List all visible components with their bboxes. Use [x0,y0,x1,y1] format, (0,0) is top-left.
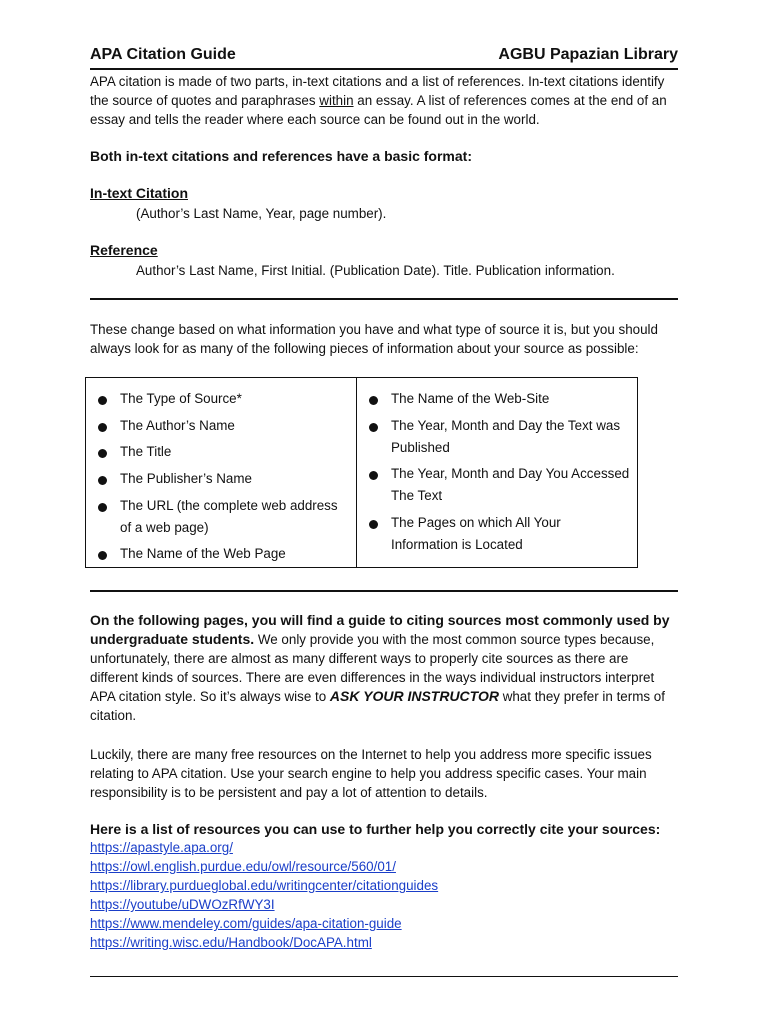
bullet-icon [369,471,378,480]
info-table [85,377,638,568]
intro-within: within [319,93,354,108]
list-item [98,441,350,463]
intext-citation-format: (Author’s Last Name, Year, page number). [136,206,387,221]
resource-link-youtube[interactable]: https://youtube/uDWOzRfWY3I [90,897,275,912]
info-column-right [357,378,637,567]
bullet-icon [98,551,107,560]
following-bold-lead: On the following pages, you will find a guide to citing sources most commonly used by undergraduate students. [90,612,670,647]
resources-heading: Here is a list of resources you can use to further help you correctly cite your sources: [90,821,661,837]
intro-text-1: APA citation is made of two parts, in-text citations and a list of references. In-text citations identify the source of quotes and paraphrases [90,74,665,108]
bullet-icon [369,520,378,529]
list-item-text: The Publisher’s Name [120,471,252,487]
list-item [98,415,350,437]
bullet-icon [98,423,107,432]
list-item-text: The Year, Month and Day You Accessed The Text [391,466,630,504]
resources-list [90,838,678,952]
intro-text-2: an essay. A list of references comes at the end of an essay and tells the reader where each source can be found out in the world. [90,93,667,127]
list-item [98,543,350,565]
intext-citation-label: In-text Citation [90,185,188,201]
ask-instructor-emphasis: ASK YOUR INSTRUCTOR [329,688,499,704]
list-item-text: The Title [120,444,172,460]
change-paragraph: These change based on what information you have and what type of source it is, but you should always look for as many of the following pieces of information about your source as possible: [90,322,658,356]
divider [90,298,678,300]
document-page [90,44,678,129]
list-item-text: The Name of the Web Page [120,546,286,562]
footer-divider [90,976,678,977]
resource-link-apastyle[interactable]: https://apastyle.apa.org/ [90,840,233,855]
list-item [369,512,631,556]
following-body-2: what they prefer in terms of citation. [90,689,665,723]
reference-format: Author’s Last Name, First Initial. (Publication Date). Title. Publication information. [136,263,615,278]
list-item [98,468,350,490]
list-item [98,495,350,539]
list-item-text: The Name of the Web-Site [391,391,550,406]
list-item-text: The URL (the complete web address of a web page) [120,497,338,535]
resource-link-purdue-global[interactable]: https://library.purdueglobal.edu/writingcenter/citationguides [90,878,439,893]
list-item-text: The Pages on which All Your Information is Located [391,515,561,553]
bullet-icon [98,476,107,485]
bullet-icon [98,396,107,405]
basic-format-heading: Both in-text citations and references have a basic format: [90,148,472,164]
reference-label: Reference [90,242,158,258]
list-item [369,388,631,410]
list-item [369,463,631,507]
page-header [90,44,678,70]
bullet-icon [369,423,378,432]
bullet-icon [369,396,378,405]
info-column-left [86,378,357,567]
list-item-text: The Year, Month and Day the Text was Published [391,417,621,455]
resource-link-mendeley[interactable]: https://www.mendeley.com/guides/apa-citation-guide [90,916,402,931]
list-item [98,388,350,410]
list-item-text: The Type of Source* [120,391,242,406]
resource-link-purdue-owl[interactable]: https://owl.english.purdue.edu/owl/resource/560/01/ [90,859,396,874]
list-item [369,415,631,459]
following-body-1: We only provide you with the most common source types because, unfortunately, there are almost as many different ways to properly cite sources as there are different kinds of sources. There are even differences in the ways individual instructors interpret APA citation style. So it’s always wise to [90,632,655,704]
resource-link-wisc[interactable]: https://writing.wisc.edu/Handbook/DocAPA.html [90,935,372,950]
library-name: AGBU Papazian Library [498,46,678,63]
guide-title: APA Citation Guide [90,46,236,63]
intro-paragraph [90,72,678,129]
luckily-paragraph: Luckily, there are many free resources on the Internet to help you address more specific issues relating to APA citation. Use your search engine to help you address specific cases. Your main responsibility is to be persistent and pay a lot of attention to details. [90,747,652,800]
divider [90,590,678,592]
following-paragraph [90,611,678,725]
bullet-icon [98,449,107,458]
bullet-icon [98,503,107,512]
list-item-text: The Author’s Name [120,417,235,433]
